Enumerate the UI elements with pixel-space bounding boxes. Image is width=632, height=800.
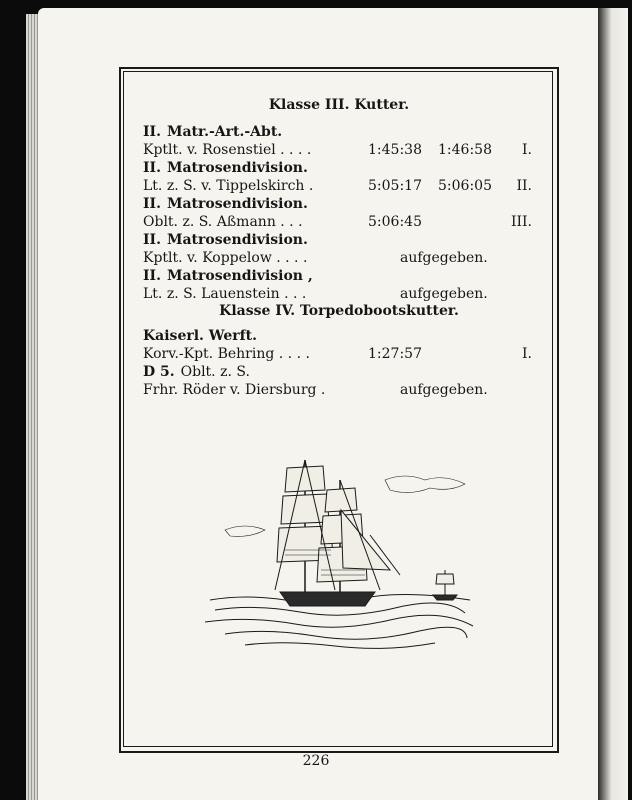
entry-status: aufgegeben.: [400, 382, 488, 398]
entry-time-1: 1:45:38: [368, 142, 422, 158]
entry-number: II.: [143, 160, 161, 176]
entry-unit: Kaiserl. Werft.: [143, 328, 258, 344]
entry-person: Frhr. Röder v. Diersburg .: [143, 382, 326, 398]
entry-time-1: 1:27:57: [368, 346, 422, 362]
list-item: [143, 231, 538, 267]
entry-person: Lt. z. S. Lauenstein . . .: [143, 286, 307, 302]
list-item: [143, 363, 538, 399]
entry-person: Kptlt. v. Koppelow . . . .: [143, 250, 308, 266]
facing-page-edge: [598, 8, 628, 800]
entry-number: D 5.: [143, 364, 175, 380]
entry-unit: Oblt. z. S.: [180, 364, 250, 380]
entry-person: Kptlt. v. Rosenstiel . . . .: [143, 142, 312, 158]
entry-rank: III.: [510, 214, 532, 230]
list-item: [143, 327, 538, 363]
entry-status: aufgegeben.: [400, 250, 488, 266]
entry-unit: Matrosendivision.: [166, 196, 308, 212]
entry-number: II.: [143, 232, 161, 248]
section-heading-klasse-iv: Klasse IV. Torpedobootskutter.: [219, 303, 459, 319]
entry-person: Korv.-Kpt. Behring . . . .: [143, 346, 310, 362]
entry-unit: Matrosendivision.: [166, 160, 308, 176]
entry-person: Lt. z. S. v. Tippelskirch .: [143, 178, 314, 194]
entry-rank: I.: [522, 346, 532, 362]
sailing-ship-icon: [205, 450, 475, 650]
list-item: [143, 159, 538, 195]
entry-time-2: 5:06:05: [438, 178, 492, 194]
entry-status: aufgegeben.: [400, 286, 488, 302]
entry-person: Oblt. z. S. Aßmann . . .: [143, 214, 303, 230]
page-number: 226: [302, 753, 330, 769]
entry-unit: Matrosendivision.: [166, 232, 308, 248]
entry-rank: II.: [516, 178, 532, 194]
list-item: [143, 123, 538, 159]
entry-unit: Matr.-Art.-Abt.: [166, 124, 283, 140]
entry-time-2: 1:46:58: [438, 142, 492, 158]
entry-number: II.: [143, 268, 161, 284]
section-heading-klasse-iii: Klasse III. Kutter.: [268, 97, 410, 113]
entry-number: II.: [143, 196, 161, 212]
entry-number: II.: [143, 124, 161, 140]
entry-time-1: 5:06:45: [368, 214, 422, 230]
entry-time-1: 5:05:17: [368, 178, 422, 194]
entry-rank: I.: [522, 142, 532, 158]
list-item: [143, 267, 538, 303]
entry-unit: Matrosendivision ,: [166, 268, 313, 284]
list-item: [143, 195, 538, 231]
